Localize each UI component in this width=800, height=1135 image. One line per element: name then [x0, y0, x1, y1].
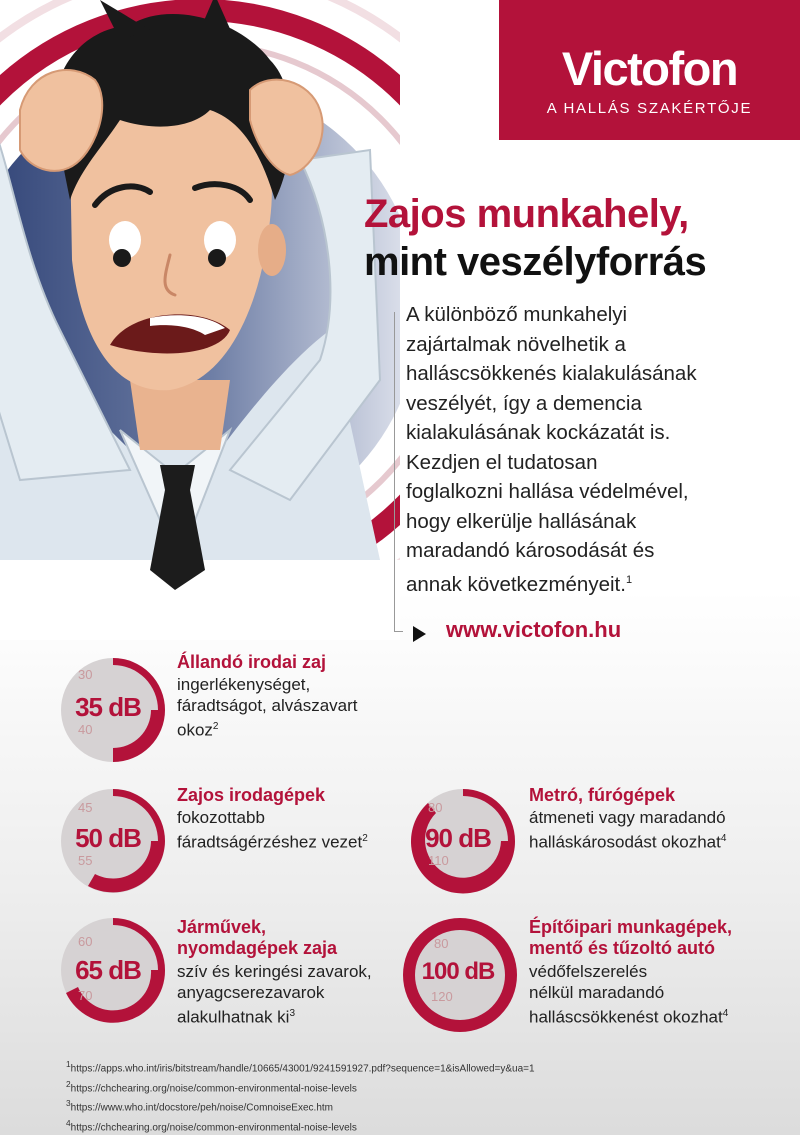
footnote-link[interactable]: https://chchearing.org/noise/common-environmental-noise-levels	[70, 1121, 357, 1133]
noise-item-description	[177, 674, 437, 741]
noise-item-title-line: Zajos irodagépek	[177, 785, 326, 805]
noise-item-title-line: Metró, fúrógépek	[529, 785, 676, 805]
footnote-ref: 4	[720, 833, 727, 844]
gauge-level: 50 dB	[75, 823, 141, 853]
noise-item-title	[529, 917, 799, 959]
intro-line: halláscsökkenés kialakulásának	[406, 362, 697, 385]
intro-line: foglalkozni hallása védelmével,	[406, 480, 689, 503]
noise-item-description	[177, 807, 397, 853]
intro-line: veszélyét, így a demencia	[406, 391, 642, 415]
footnote-ref: 1	[625, 573, 633, 586]
noise-item-desc-line	[177, 716, 437, 741]
noise-item-title-line: Állandó irodai zaj	[177, 652, 327, 672]
noise-item-desc-text: alakulhatnak ki	[177, 1007, 290, 1027]
intro-divider	[394, 312, 395, 632]
brand-logo: Victofon	[561, 42, 738, 95]
brand-header	[499, 0, 800, 140]
gauge-level: 90 dB	[425, 823, 491, 853]
footnote-number: 3	[66, 1098, 71, 1109]
noise-item-desc-line: fáradtságot, alvászavart	[177, 696, 358, 715]
page-title	[364, 190, 784, 286]
gauge-low-value: 45	[78, 800, 93, 815]
intro-line: zajártalmak növelhetik a	[406, 332, 626, 356]
noise-item-description	[529, 961, 799, 1028]
footnote-number: 2	[66, 1078, 71, 1089]
noise-item-title	[177, 785, 397, 806]
noise-item-title	[177, 652, 437, 673]
footnote-link[interactable]: https://chchearing.org/noise/common-environmental-noise-levels	[70, 1082, 357, 1094]
footnote-ref: 4	[722, 1008, 729, 1019]
intro-divider-tick	[394, 631, 403, 632]
gauge-level: 65 dB	[75, 955, 141, 985]
noise-item-desc-line: védőfelszerelés	[529, 962, 648, 981]
noise-item-title	[177, 917, 417, 959]
footnotes	[66, 1057, 535, 1135]
noise-item-desc-line: nélkül maradandó	[529, 983, 665, 1002]
noise-item-desc-line: ingerlékenységet,	[177, 675, 311, 694]
intro-line: Kezdjen el tudatosan	[406, 450, 598, 474]
noise-item-desc-line: anyagcserezavarok	[177, 983, 325, 1002]
gauge-low-value: 60	[78, 934, 93, 949]
gauge-high-value: 40	[78, 722, 93, 737]
noise-item-description	[177, 961, 417, 1028]
noise-item-desc-line: szív és keringési zavarok,	[177, 962, 372, 981]
gauge-high-value: 120	[431, 989, 453, 1004]
intro-line: A különböző munkahelyi	[406, 303, 628, 326]
footnote-link[interactable]: https://apps.who.int/iris/bitstream/handle/10665/43001/9241591927.pdf?sequence=1&isAllowed=y&ua=1	[70, 1063, 535, 1075]
noise-item-desc-line	[529, 828, 789, 853]
brand-tagline: A HALLÁS SZAKÉRTŐJE	[546, 100, 753, 117]
footnote-number: 4	[66, 1117, 71, 1128]
footnote	[66, 1077, 535, 1097]
website-link[interactable]: www.victofon.hu	[446, 617, 622, 642]
noise-item-desc-text: okoz	[177, 720, 213, 740]
footnote	[66, 1096, 535, 1116]
gauge-low-value: 80	[428, 800, 443, 815]
page-title-line-1: Zajos munkahely,	[364, 192, 689, 236]
intro-line: maradandó károsodását és	[406, 539, 655, 562]
noise-item-desc-line	[177, 1003, 417, 1028]
noise-item-title-line: mentő és tűzoltó autó	[529, 938, 715, 958]
noise-item-title	[529, 785, 789, 806]
footnote-ref: 2	[362, 833, 368, 844]
gauge-high-value: 110	[428, 853, 449, 868]
footnote	[66, 1116, 535, 1135]
page-title-line-2: mint veszélyforrás	[364, 240, 707, 284]
gauge-level: 100 dB	[421, 958, 495, 985]
gauge-low-value: 80	[434, 936, 449, 951]
footnote-ref: 2	[212, 721, 219, 732]
noise-item-desc-line: fokozottabb	[177, 808, 265, 827]
gauge-high-value: 55	[78, 853, 93, 868]
gauge-low-value: 30	[78, 667, 93, 682]
noise-item-title-line: Járművek,	[177, 917, 267, 937]
gauge-high-value: 70	[78, 988, 93, 1003]
gauge-level: 35 dB	[75, 692, 141, 722]
play-arrow-icon	[413, 626, 426, 642]
footnote-ref: 3	[289, 1008, 296, 1019]
noise-item-title-line: Építőipari munkagépek,	[529, 917, 733, 937]
intro-line	[406, 566, 791, 599]
noise-item-desc-text: halláscsökkenést okozhat	[529, 1007, 723, 1027]
footnote-number: 1	[66, 1059, 71, 1069]
intro-line: hogy elkerülje hallásának	[406, 509, 637, 533]
worried-man-illustration	[0, 0, 400, 640]
noise-item-desc-text: fáradtságérzéshez vezet	[177, 832, 363, 852]
noise-item-desc-line	[177, 828, 397, 853]
noise-item-title-line: nyomdagépek zaja	[177, 938, 338, 958]
noise-item-desc-line: átmeneti vagy maradandó	[529, 808, 726, 827]
noise-item-description	[529, 807, 789, 853]
footnote	[66, 1057, 535, 1077]
intro-line-text: annak következményeit.	[406, 572, 626, 596]
noise-item-desc-line	[529, 1003, 799, 1028]
footnote-link[interactable]: https://www.who.int/docstore/peh/noise/ComnoiseExec.htm	[70, 1102, 333, 1114]
intro-paragraph	[406, 300, 791, 599]
noise-item-desc-text: halláskárosodást okozhat	[529, 832, 721, 852]
intro-line: kialakulásának kockázatát is.	[406, 421, 671, 444]
